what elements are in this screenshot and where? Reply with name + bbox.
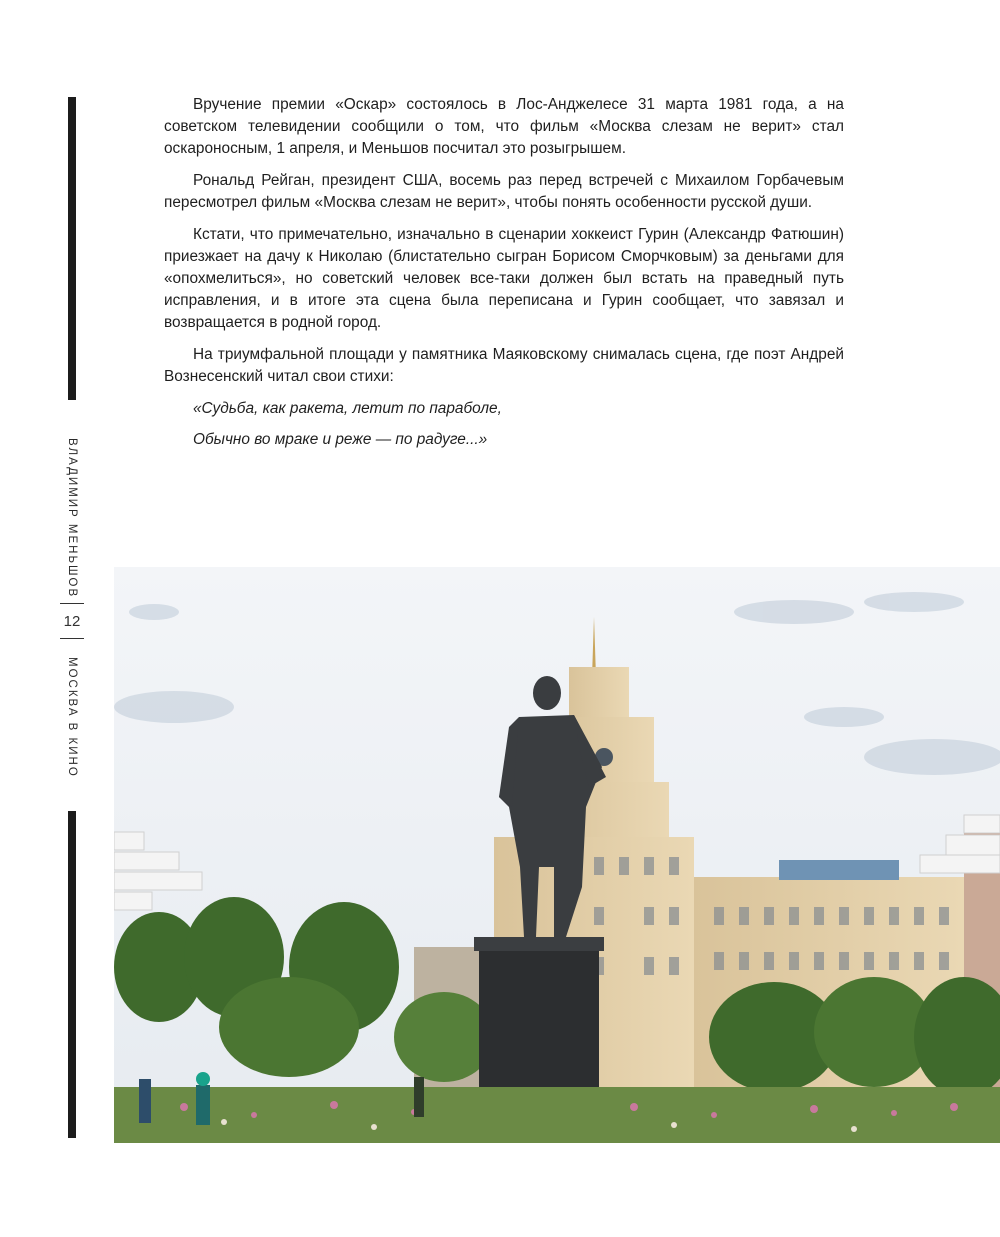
poem-line: Обычно во мраке и реже — по радуге...» [193, 431, 488, 448]
paragraph: Вручение премии «Оскар» состоялось в Лос-Анджелесе 31 марта 1981 года, а на советском телевидении сообщили о том, что фильм «Москва слезам не верит» стал оскароносным, 1 апреля, и Меньшов посчитал это розыгрышем. [164, 96, 844, 157]
sidebar-rule-top [60, 603, 84, 604]
running-head-author: ВЛАДИМИР МЕНЬШОВ [66, 438, 78, 599]
paragraph: Кстати, что примечательно, изначально в сценарии хоккеист Гурин (Александр Фатюшин) приезжает на дачу к Николаю (блистательно сыгран Борисом Сморчковым) за деньгами для «опохмелиться», но советский человек все-таки должен был встать на праведный путь исправления, и в итоге эта сцена была переписана и Гурин сообщает, что завязал и возвращается в родной город. [164, 226, 844, 331]
monument-photo [114, 567, 1000, 1143]
flower-bed [114, 1087, 1000, 1143]
paragraph: На триумфальной площади у памятника Маяковскому снималась сцена, где поэт Андрей Вознесенский читал свои стихи: [164, 346, 844, 385]
running-head-book-title: МОСКВА В КИНО [66, 657, 78, 778]
sidebar-rule-bottom [60, 638, 84, 639]
page-number: 12 [63, 613, 81, 630]
poem-line: «Судьба, как ракета, летит по параболе, [193, 400, 502, 417]
paragraph: Рональд Рейган, президент США, восемь раз перед встречей с Михаилом Горбачевым пересмотрел фильм «Москва слезам не верит», чтобы понять особенности русской души. [164, 172, 844, 211]
body-text [164, 94, 844, 460]
sidebar-bar-top [68, 97, 76, 400]
sidebar-bar-bottom [68, 811, 76, 1138]
